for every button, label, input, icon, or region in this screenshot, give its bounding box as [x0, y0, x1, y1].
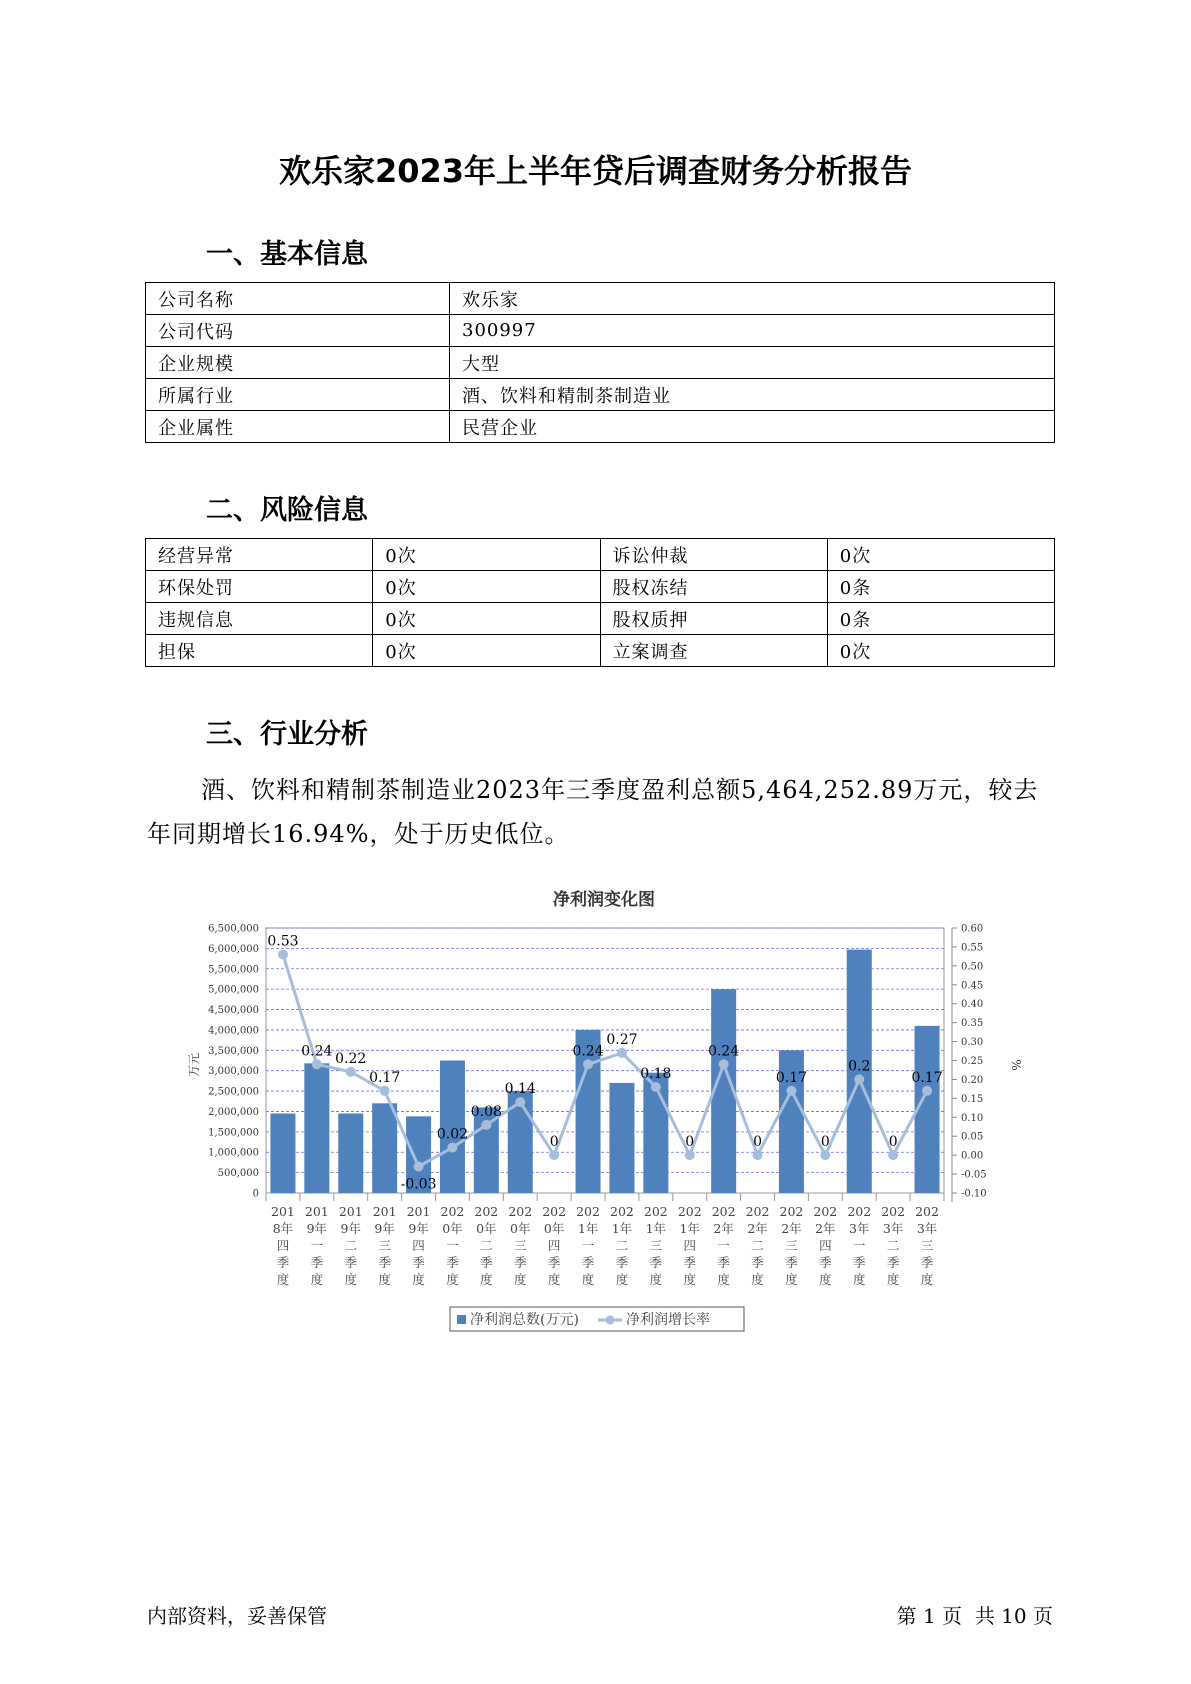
growth-data-label: 0.24 [708, 1043, 740, 1060]
risk-info-row [146, 539, 1055, 571]
category-label: 202 2年二季度 [745, 1204, 770, 1287]
legend-line-label: 净利润增长率 [626, 1312, 710, 1328]
category-label: 202 0年一季度 [440, 1204, 465, 1287]
right-tick-label: 0.35 [961, 1018, 984, 1030]
category-label: 201 8年四季度 [271, 1204, 295, 1287]
footer-page-number: 第 1 页 共 10 页 [896, 1604, 1053, 1628]
growth-point [549, 1150, 559, 1160]
growth-point [447, 1143, 457, 1153]
growth-point [380, 1086, 390, 1096]
left-tick-label: 3,000,000 [208, 1066, 259, 1078]
growth-data-label: 0.17 [369, 1069, 401, 1086]
category-label: 202 1年三季度 [643, 1204, 668, 1287]
growth-point [515, 1097, 525, 1107]
left-tick-label: 6,000,000 [208, 943, 259, 955]
growth-data-label: 0 [549, 1134, 559, 1151]
risk-info-table [145, 538, 1055, 667]
growth-data-label: 0.17 [911, 1069, 943, 1086]
risk-info-label: 诉讼仲裁 [600, 539, 827, 571]
category-label: 202 2年四季度 [813, 1204, 838, 1287]
basic-info-value: 300997 [450, 315, 1055, 347]
risk-info-label: 担保 [146, 635, 373, 667]
growth-data-label: 0.2 [848, 1058, 871, 1075]
left-tick-label: 1,500,000 [208, 1127, 259, 1139]
risk-info-value: 0条 [827, 571, 1054, 603]
growth-data-label: 0 [753, 1134, 763, 1151]
growth-point [346, 1067, 356, 1077]
growth-point [685, 1150, 695, 1160]
left-tick-label: 5,500,000 [208, 964, 259, 976]
growth-point [414, 1162, 424, 1172]
basic-info-label: 企业属性 [146, 411, 450, 443]
right-tick-label: 0.15 [961, 1093, 984, 1105]
left-tick-label: 0 [252, 1188, 259, 1200]
legend-bar-label: 净利润总数(万元) [470, 1312, 579, 1328]
left-axis-title: 万元 [187, 1052, 201, 1078]
risk-info-row [146, 603, 1055, 635]
chart-title: 净利润变化图 [553, 890, 655, 910]
footer-confidential-note: 内部资料，妥善保管 [147, 1604, 327, 1628]
basic-info-value: 欢乐家 [450, 283, 1055, 315]
growth-data-label: 0 [685, 1134, 695, 1151]
bar [304, 1063, 329, 1193]
right-tick-label: 0.20 [961, 1074, 984, 1086]
right-tick-label: 0.00 [961, 1150, 984, 1162]
right-tick-label: 0.60 [961, 923, 984, 935]
risk-info-label: 环保处罚 [146, 571, 373, 603]
bar [372, 1103, 397, 1193]
growth-point [651, 1082, 661, 1092]
growth-data-label: 0 [820, 1134, 830, 1151]
category-label: 202 1年四季度 [677, 1204, 702, 1287]
basic-info-value: 民营企业 [450, 411, 1055, 443]
growth-data-label: -0.03 [400, 1176, 437, 1193]
basic-info-label: 所属行业 [146, 379, 450, 411]
left-tick-label: 4,000,000 [208, 1025, 259, 1037]
left-tick-label: 2,500,000 [208, 1086, 259, 1098]
growth-point [753, 1150, 763, 1160]
category-label: 201 9年四季度 [406, 1204, 431, 1287]
risk-info-row [146, 635, 1055, 667]
right-tick-label: 0.30 [961, 1037, 984, 1049]
basic-info-label: 公司名称 [146, 283, 450, 315]
growth-point [922, 1086, 932, 1096]
basic-info-row [146, 379, 1055, 411]
basic-info-row [146, 315, 1055, 347]
left-tick-label: 2,000,000 [208, 1106, 259, 1118]
risk-info-value: 0次 [373, 603, 600, 635]
left-tick-label: 6,500,000 [208, 923, 259, 935]
risk-info-value: 0次 [827, 539, 1054, 571]
category-label: 202 3年二季度 [881, 1204, 906, 1287]
report-title: 欢乐家2023年上半年贷后调查财务分析报告 [278, 152, 913, 190]
left-tick-label: 4,500,000 [208, 1005, 259, 1017]
growth-data-label: 0.02 [436, 1126, 469, 1143]
category-label: 202 1年二季度 [610, 1204, 634, 1287]
growth-data-label: 0.08 [470, 1103, 502, 1120]
legend-line-marker [606, 1316, 615, 1325]
growth-data-label: 0.14 [504, 1081, 536, 1098]
right-tick-label: 0.50 [961, 961, 984, 973]
right-tick-label: 0.45 [961, 980, 984, 992]
legend-bar-swatch [457, 1315, 466, 1324]
growth-point [854, 1074, 864, 1084]
bar [609, 1083, 634, 1193]
section-heading-industry-analysis: 三、行业分析 [206, 719, 368, 750]
basic-info-label: 公司代码 [146, 315, 450, 347]
right-tick-label: -0.10 [961, 1188, 987, 1200]
industry-paragraph [147, 768, 1057, 856]
basic-info-row [146, 347, 1055, 379]
growth-point [278, 950, 288, 960]
category-label: 202 0年四季度 [542, 1204, 567, 1287]
right-tick-label: 0.55 [961, 942, 984, 954]
growth-point [583, 1059, 593, 1069]
industry-text: 酒、饮料和精制茶制造业2023年三季度盈利总额5,464,252.89万元，较去年同期增长16.94%，处于历史低位。 [147, 776, 1039, 848]
right-tick-label: 0.40 [961, 999, 984, 1011]
left-tick-label: 500,000 [217, 1168, 259, 1180]
growth-point [481, 1120, 491, 1130]
risk-info-label: 经营异常 [146, 539, 373, 571]
growth-data-label: 0.18 [640, 1066, 672, 1082]
growth-data-label: 0.24 [301, 1043, 333, 1060]
basic-info-row [146, 283, 1055, 315]
risk-info-value: 0次 [373, 571, 600, 603]
risk-info-row [146, 571, 1055, 603]
right-tick-label: 0.05 [961, 1131, 984, 1143]
category-label: 202 3年一季度 [847, 1204, 872, 1287]
right-tick-label: 0.25 [961, 1056, 984, 1067]
growth-data-label: 0.24 [572, 1043, 604, 1060]
bar [338, 1114, 363, 1194]
right-tick-label: -0.05 [961, 1169, 987, 1181]
bar [270, 1114, 295, 1194]
category-label: 202 0年二季度 [474, 1204, 499, 1287]
risk-info-label: 违规信息 [146, 603, 373, 635]
category-label: 202 1年一季度 [576, 1204, 600, 1287]
category-label: 202 2年一季度 [711, 1204, 736, 1287]
category-label: 202 3年三季度 [915, 1204, 939, 1287]
left-tick-label: 5,000,000 [208, 984, 259, 996]
basic-info-label: 企业规模 [146, 347, 450, 379]
growth-data-label: 0.53 [267, 933, 299, 950]
basic-info-row [146, 411, 1055, 443]
growth-data-label: 0.27 [606, 1031, 638, 1048]
left-tick-label: 3,500,000 [208, 1045, 259, 1057]
growth-data-label: 0 [888, 1134, 898, 1151]
growth-data-label: 0.17 [775, 1069, 808, 1086]
basic-info-table [145, 282, 1055, 443]
growth-point [312, 1059, 322, 1069]
section-heading-basic-info: 一、基本信息 [206, 239, 368, 270]
basic-info-value: 大型 [450, 347, 1055, 379]
growth-point [820, 1150, 830, 1160]
section-heading-risk-info: 二、风险信息 [206, 495, 368, 526]
right-axis-title: % [1009, 1059, 1023, 1071]
left-tick-label: 1,000,000 [208, 1147, 259, 1159]
plot-frame [266, 928, 944, 1193]
net-profit-chart [180, 880, 1040, 1340]
category-label: 202 2年三季度 [779, 1204, 804, 1287]
right-tick-label: 0.10 [961, 1112, 984, 1124]
category-label: 201 9年三季度 [372, 1204, 397, 1287]
risk-info-label: 股权冻结 [600, 571, 827, 603]
risk-info-value: 0次 [827, 635, 1054, 667]
category-label: 202 0年三季度 [508, 1204, 533, 1287]
risk-info-label: 股权质押 [600, 603, 827, 635]
risk-info-value: 0次 [373, 635, 600, 667]
basic-info-value: 酒、饮料和精制茶制造业 [450, 379, 1055, 411]
category-label: 201 9年二季度 [338, 1204, 363, 1287]
growth-data-label: 0.22 [335, 1050, 367, 1067]
risk-info-value: 0条 [827, 603, 1054, 635]
risk-info-label: 立案调查 [600, 635, 827, 667]
growth-point [617, 1048, 627, 1058]
growth-point [719, 1059, 729, 1069]
growth-point [786, 1086, 796, 1096]
category-label: 201 9年一季度 [304, 1204, 329, 1287]
risk-info-value: 0次 [373, 539, 600, 571]
growth-point [888, 1150, 898, 1160]
